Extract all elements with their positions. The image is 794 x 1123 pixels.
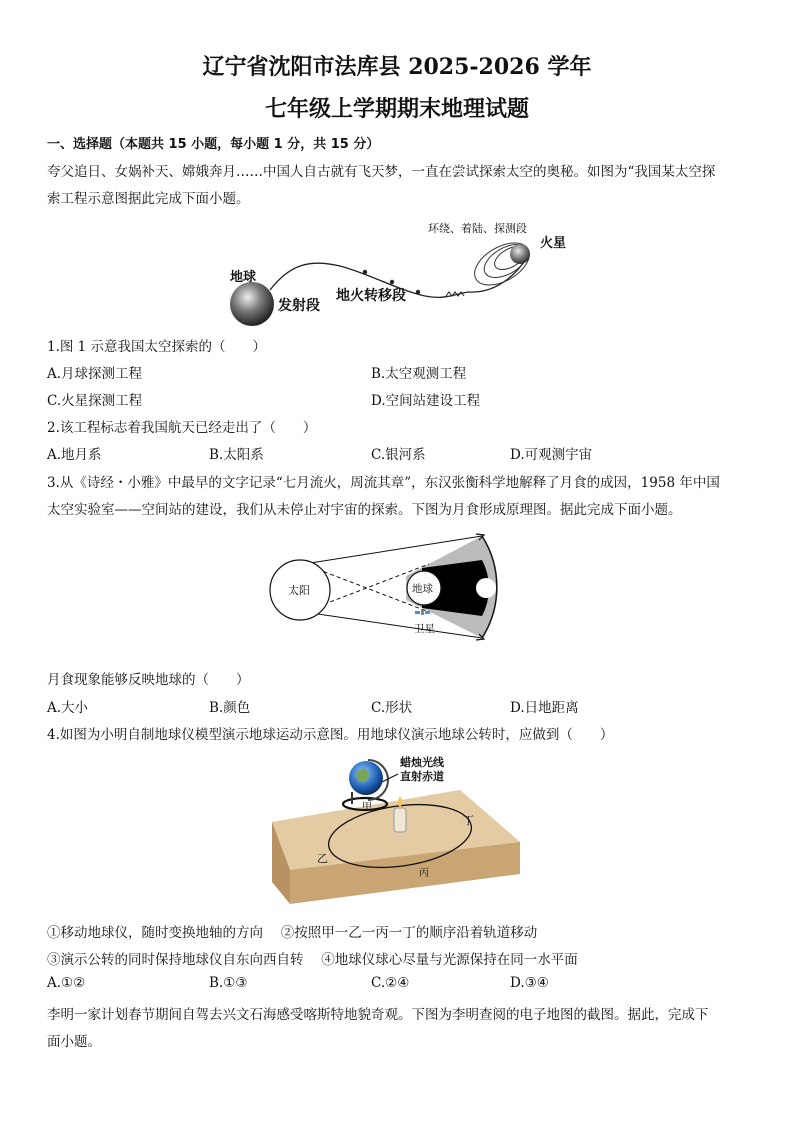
q4-statement-1-2: ①移动地球仪，随时变换地轴的方向 ②按照甲一乙一丙一丁的顺序沿着轨道移动 xyxy=(47,925,538,941)
q1-option-d: D.空间站建设工程 xyxy=(371,393,481,409)
section-heading: 一、选择题（本题共 15 小题，每小题 1 分，共 15 分） xyxy=(47,137,380,152)
q2-option-c: C.银河系 xyxy=(371,447,426,463)
fig1-label-stage-top: 环绕、着陆、探测段 xyxy=(428,222,527,235)
fig3-label-jia: 甲 xyxy=(362,802,372,813)
q1-stem: 1.图 1 示意我国太空探索的（ ） xyxy=(47,339,267,355)
q3b-stem: 月食现象能够反映地球的（ ） xyxy=(47,672,250,688)
q2-option-a: A.地月系 xyxy=(47,447,102,463)
document-title-line1: 辽宁省沈阳市法库县 2025-2026 学年 xyxy=(202,54,592,80)
fig2-label-moon: 月球 xyxy=(498,581,521,595)
fig3-label-light1: 蜡烛光线 xyxy=(400,756,444,769)
q2-stem: 2.该工程标志着我国航天已经走出了（ ） xyxy=(47,420,317,436)
q4-option-c: C.②④ xyxy=(371,975,410,991)
fig3-label-ding: 丁 xyxy=(463,814,474,827)
q3b-option-b: B.颜色 xyxy=(209,700,251,716)
globe-table-figure xyxy=(270,752,522,908)
fig1-label-earth: 地球 xyxy=(230,270,257,285)
q2-option-d: D.可观测宇宙 xyxy=(510,447,593,463)
candle-icon xyxy=(394,808,406,832)
moon-icon xyxy=(476,578,496,598)
q3b-option-a: A.大小 xyxy=(47,700,89,716)
q3b-option-d: D.日地距离 xyxy=(510,700,579,716)
q3-line1: 3.从《诗经・小雅》中最早的文字记录“七月流火，周流其章”，东汉张衡科学地解释了月食的成因，1958 年中国 xyxy=(47,475,720,491)
fig3-label-light2: 直射赤道 xyxy=(400,770,444,783)
fig1-label-transfer: 地火转移段 xyxy=(336,288,406,304)
q2-option-b: B.太阳系 xyxy=(209,447,264,463)
q1-option-c: C.火星探测工程 xyxy=(47,393,143,409)
tail-line1: 李明一家计划春节期间自驾去兴文石海感受喀斯特地貌奇观。下图为李明查阅的电子地图的截图。据此，完成下 xyxy=(47,1007,709,1023)
fig2-label-sun: 太阳 xyxy=(288,584,310,597)
q4-statement-3-4: ③演示公转的同时保持地球仪自东向西自转 ④地球仪球心尽量与光源保持在同一水平面 xyxy=(47,952,578,968)
fig2-label-satellite: 卫星 xyxy=(414,623,435,635)
fig3-label-yi: 乙 xyxy=(317,852,328,865)
fig2-label-earth: 地球 xyxy=(412,583,433,595)
q4-stem: 4.如图为小明自制地球仪模型演示地球运动示意图。用地球仪演示地球公转时，应做到（ ） xyxy=(47,727,614,743)
lunar-eclipse-figure xyxy=(264,528,534,646)
q4-option-b: B.①③ xyxy=(209,975,248,991)
tail-line2: 面小题。 xyxy=(47,1034,101,1050)
q1-option-b: B.太空观测工程 xyxy=(371,366,467,382)
q1-option-a: A.月球探测工程 xyxy=(47,366,143,382)
earth-icon xyxy=(230,282,274,326)
q4-option-d: D.③④ xyxy=(510,975,549,991)
q4-option-a: A.①② xyxy=(47,975,86,991)
intro1-line1: 夸父追日、女娲补天、嫦娥奔月……中国人自古就有飞天梦，一直在尝试探索太空的奥秘。如图为“我国某太空探 xyxy=(47,164,716,180)
document-title-line2: 七年级上学期期末地理试题 xyxy=(264,96,529,122)
fig1-label-mars: 火星 xyxy=(540,236,567,251)
mars-exploration-figure xyxy=(220,214,580,326)
q3b-option-c: C.形状 xyxy=(371,700,413,716)
mars-icon xyxy=(510,244,530,264)
intro1-line2: 索工程示意图据此完成下面小题。 xyxy=(47,191,250,207)
q3-line2: 太空实验室——空间站的建设，我们从未停止对宇宙的探索。下图为月食形成原理图。据此完成下面小题。 xyxy=(47,502,682,518)
fig1-label-launch: 发射段 xyxy=(278,298,320,314)
fig3-label-bing: 丙 xyxy=(419,868,429,879)
